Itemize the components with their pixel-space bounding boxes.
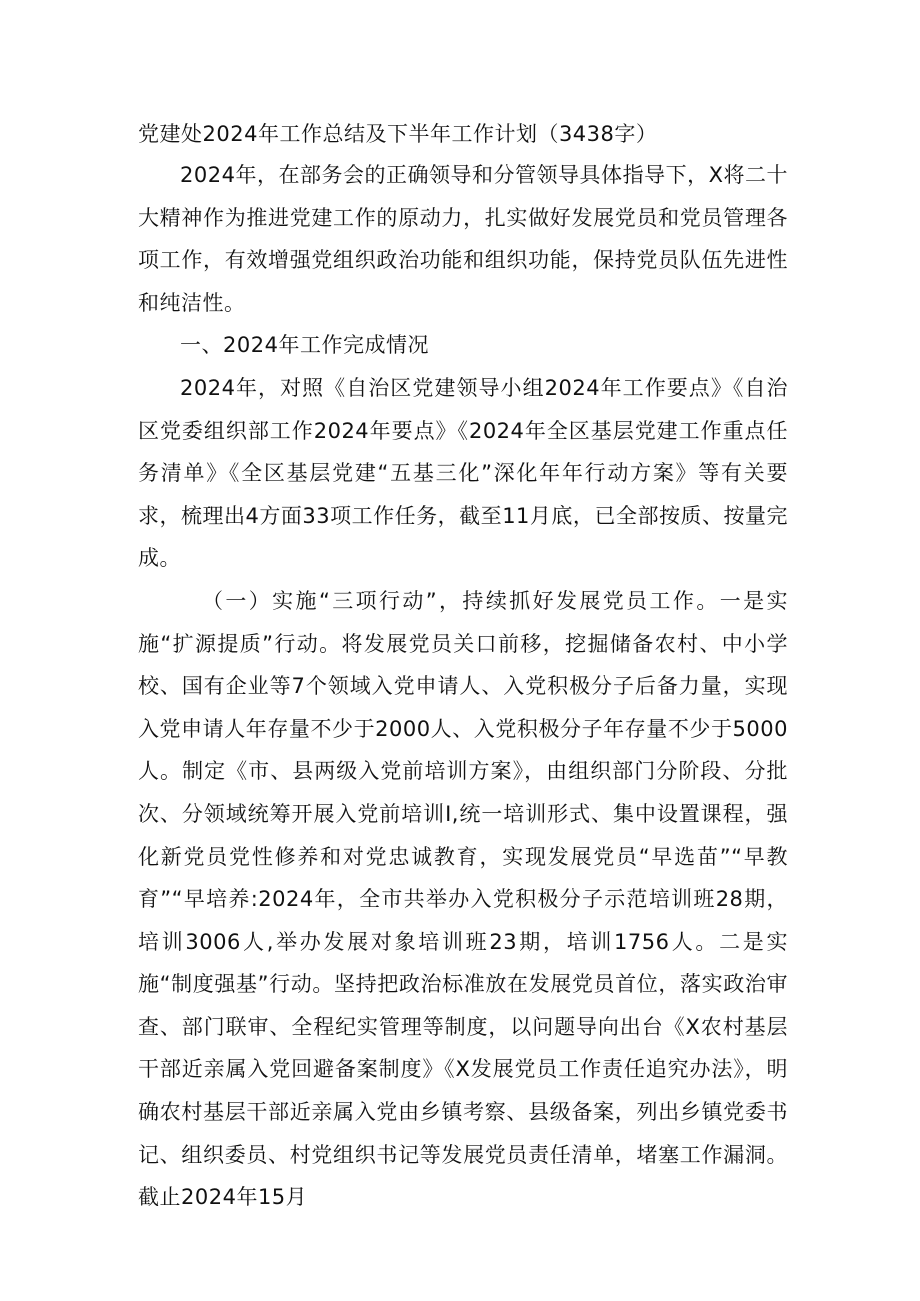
section-heading-1: 一、2024年工作完成情况 [180, 333, 429, 358]
section-1-paragraph: 2024年，对照《自治区党建领导小组2024年工作要点》《自治区党委组织部工作2024年要点》《2024年全区基层党建工作重点任务清单》《全区基层党建“五基三化”深化年年行动方案》等有关要求，梳理出4方面33项工作任务，截至11月底，已全部按质、按量完成。 [138, 375, 788, 571]
document-body [138, 114, 788, 1219]
subsection-1-paragraph: （一）实施“三项行动”，持续抓好发展党员工作。一是实施“扩源提质”行动。将发展党员关口前移，挖掘储备农村、中小学校、国有企业等7个领域入党申请人、入党积极分子后备力量，实现入党申请人年存量不少于2000人、入党积极分子年存量不少于5000人。制定《市、县两级入党前培训方案》，由组织部门分阶段、分批次、分领域统筹开展入党前培训I,统一培训形式、集中设置课程，强化新党员党性修养和对党忠诚教育，实现发展党员“早选苗”“早教育”“早培养:2024年，全市共举办入党积极分子示范培训班28期，培训3006人,举办发展对象培训班23期，培训1756人。二是实施“制度强基”行动。坚持把政治标准放在发展党员首位，落实政治审查、部门联审、全程纪实管理等制度，以问题导向出台《X农村基层干部近亲属入党回避备案制度》《X发展党员工作责任追究办法》，明确农村基层干部近亲属入党由乡镇考察、县级备案，列出乡镇党委书记、组织委员、村党组织书记等发展党员责任清单，堵塞工作漏洞。截止2024年15月 [138, 588, 788, 1210]
document-title: 党建处2024年工作总结及下半年工作计划（3438字） [138, 122, 658, 146]
intro-paragraph: 2024年，在部务会的正确领导和分管领导具体指导下，X将二十大精神作为推进党建工作的原动力，扎实做好发展党员和党员管理各项工作，有效增强党组织政治功能和组织功能，保持党员队伍先进性和纯洁性。 [138, 163, 788, 315]
